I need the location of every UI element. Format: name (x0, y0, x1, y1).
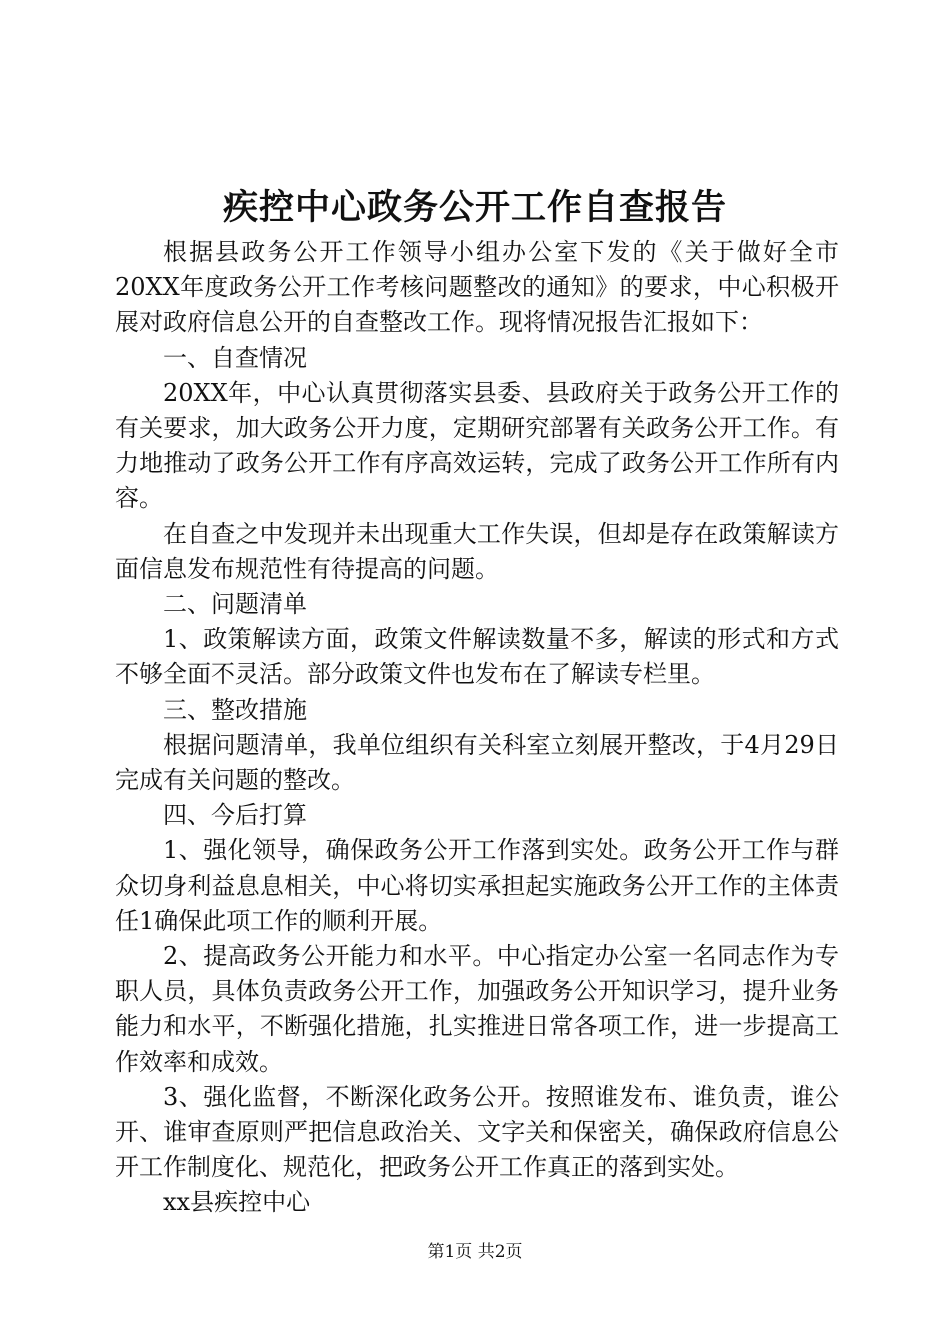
self-check-paragraph: 20XX年，中心认真贯彻落实县委、县政府关于政务公开工作的有关要求，加大政务公开力度，定期研究部署有关政务公开工作。有力地推动了政务公开工作有序高效运转，完成了政务公开工作所有内容。 (115, 378, 839, 513)
issue-item-1: 1、政策解读方面，政策文件解读数量不多，解读的形式和方式不够全面不灵活。部分政策文件也发布在了解读专栏里。 (115, 625, 839, 689)
section-heading-rectification: 三、整改措施 (163, 695, 307, 724)
section-heading-self-check: 一、自查情况 (163, 343, 307, 372)
section-heading-issues: 二、问题清单 (163, 590, 307, 619)
document-body (115, 235, 839, 1221)
section-heading-plans: 四、今后打算 (163, 801, 307, 830)
plan-item-3: 3、强化监督，不断深化政务公开。按照谁发布、谁负责，谁公开、谁审查原则严把信息政治关、文字关和保密关，确保政府信息公开工作制度化、规范化，把政务公开工作真正的落到实处。 (115, 1082, 839, 1182)
findings-paragraph: 在自查之中发现并未出现重大工作失误，但却是存在政策解读方面信息发布规范性有待提高的问题。 (115, 519, 839, 583)
page-footer: 第1页 共2页 (427, 1242, 523, 1262)
intro-paragraph: 根据县政务公开工作领导小组办公室下发的《关于做好全市20XX年度政务公开工作考核问题整改的通知》的要求，中心积极开展对政府信息公开的自查整改工作。现将情况报告汇报如下： (115, 238, 839, 337)
signature-organization: xx县疾控中心 (163, 1188, 311, 1217)
document-title: 疾控中心政务公开工作自查报告 (222, 187, 727, 228)
plan-item-2: 2、提高政务公开能力和水平。中心指定办公室一名同志作为专职人员，具体负责政务公开工作，加强政务公开知识学习，提升业务能力和水平，不断强化措施，扎实推进日常各项工作，进一步提高工作效率和成效。 (115, 942, 839, 1076)
plan-item-1: 1、强化领导，确保政务公开工作落到实处。政务公开工作与群众切身利益息息相关，中心将切实承担起实施政务公开工作的主体责任1确保此项工作的顺利开展。 (115, 836, 839, 935)
rectification-paragraph: 根据问题清单，我单位组织有关科室立刻展开整改，于4月29日完成有关问题的整改。 (115, 730, 839, 795)
